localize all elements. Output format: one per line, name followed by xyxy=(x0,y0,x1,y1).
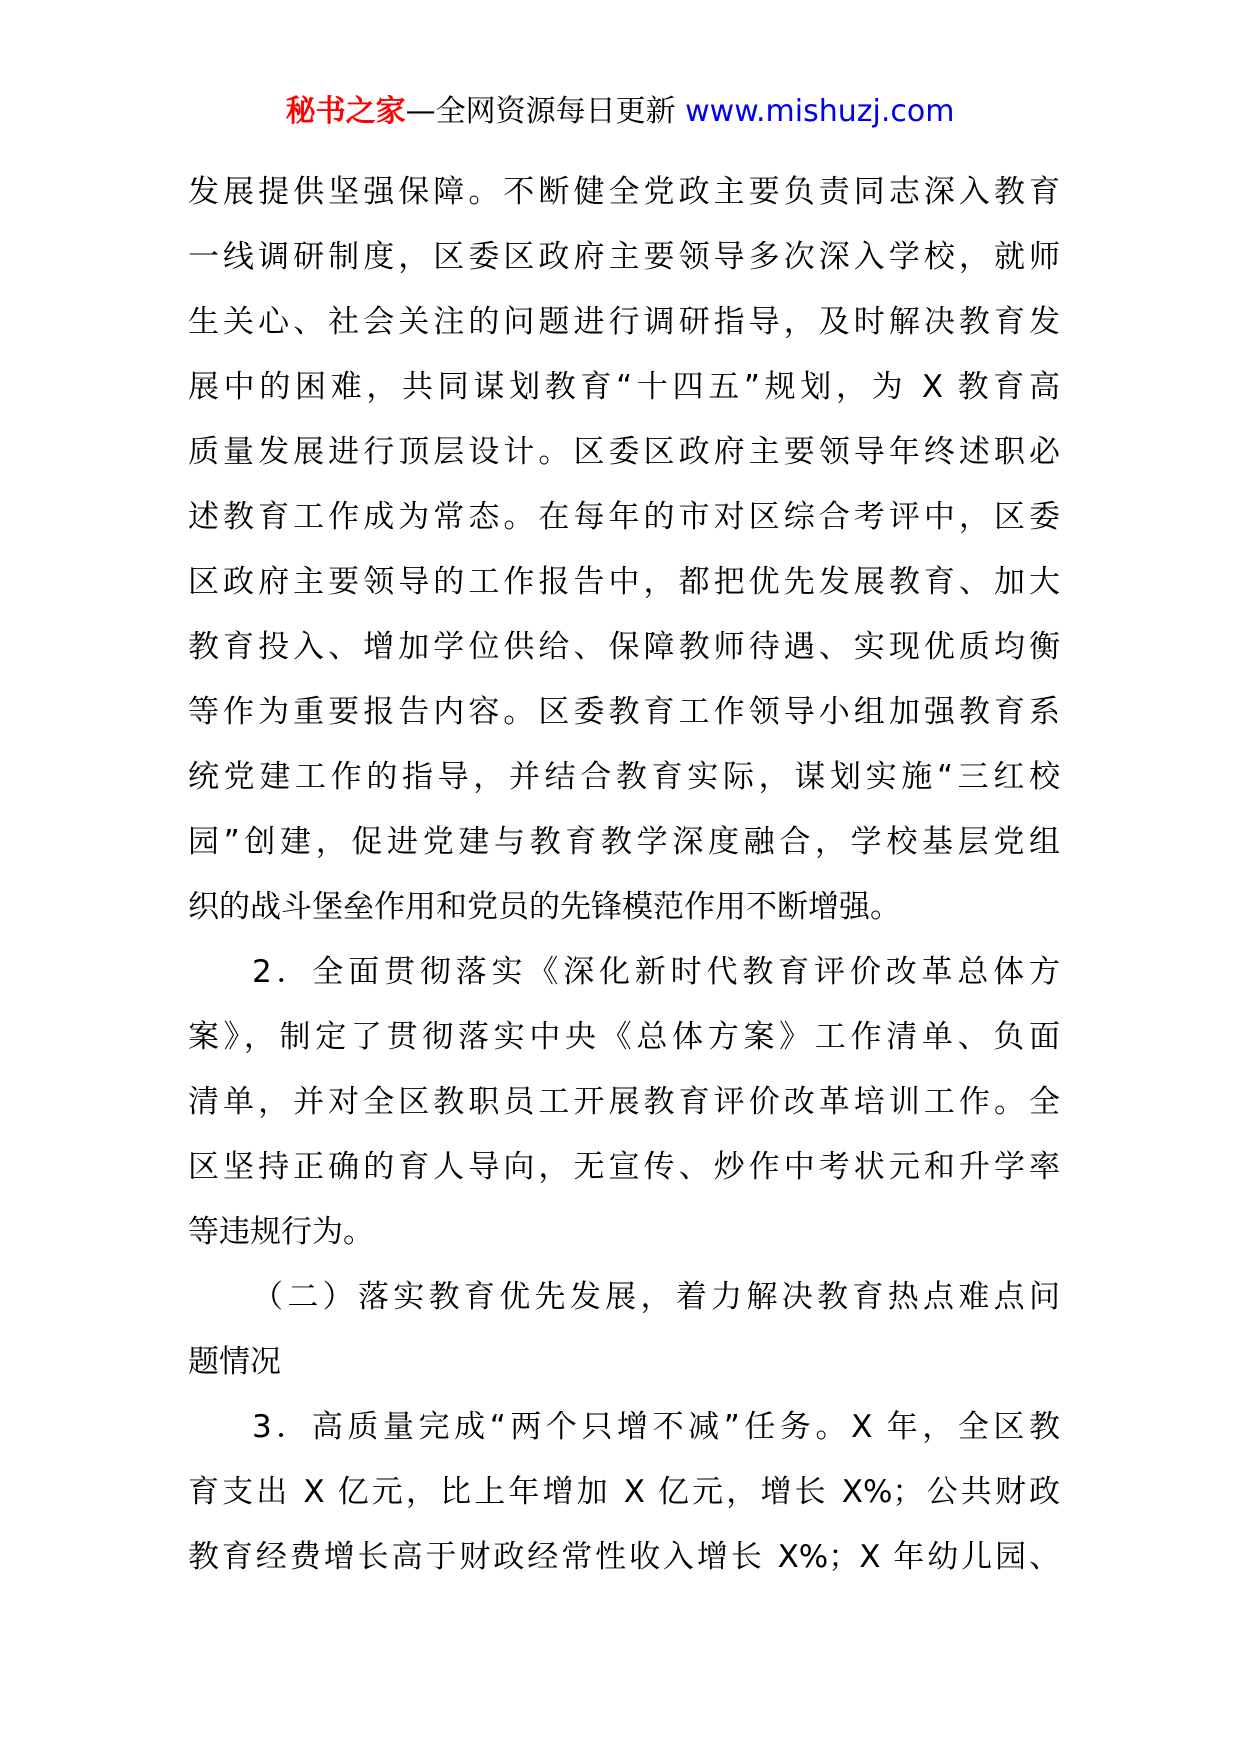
text-line: 区坚持正确的育人导向，无宣传、炒作中考状元和升学率 xyxy=(188,1149,1060,1185)
section-item-3-line: 3．高质量完成“两个只增不减”任务。X 年，全区教 xyxy=(252,1409,1060,1445)
site-url-link[interactable]: www.mishuzj.com xyxy=(685,94,955,129)
text-line: 统党建工作的指导，并结合教育实际，谋划实施“三红校 xyxy=(188,759,1060,795)
text-line: 区政府主要领导的工作报告中，都把优先发展教育、加大 xyxy=(188,564,1060,600)
text-line: 园”创建，促进党建与教育教学深度融合，学校基层党组 xyxy=(188,824,1060,860)
paragraph-last-line: 织的战斗堡垒作用和党员的先锋模范作用不断增强。 xyxy=(188,889,901,925)
text-line: 质量发展进行顶层设计。区委区政府主要领导年终述职必 xyxy=(188,434,1060,470)
text-line: 教育投入、增加学位供给、保障教师待遇、实现优质均衡 xyxy=(188,629,1060,665)
text-line: 育支出 X 亿元，比上年增加 X 亿元，增长 X%；公共财政 xyxy=(188,1474,1060,1510)
document-body xyxy=(188,160,1060,1590)
text-line: 案》，制定了贯彻落实中央《总体方案》工作清单、负面 xyxy=(188,1019,1060,1055)
text-line: 生关心、社会关注的问题进行调研指导，及时解决教育发 xyxy=(188,304,1060,340)
brand-name: 秘书之家 xyxy=(285,94,406,129)
text-line: 展中的困难，共同谋划教育“十四五”规划，为 X 教育高 xyxy=(188,369,1060,405)
text-line: 一线调研制度，区委区政府主要领导多次深入学校，就师 xyxy=(188,239,1060,275)
site-header xyxy=(0,92,1240,132)
paragraph-last-line: 题情况 xyxy=(188,1344,281,1380)
text-line: 清单，并对全区教职员工开展教育评价改革培训工作。全 xyxy=(188,1084,1060,1120)
section-heading-2-line: （二）落实教育优先发展，着力解决教育热点难点问 xyxy=(252,1279,1060,1315)
text-line: 教育经费增长高于财政经常性收入增长 X%；X 年幼儿园、 xyxy=(188,1539,1060,1575)
text-line: 述教育工作成为常态。在每年的市对区综合考评中，区委 xyxy=(188,499,1060,535)
text-line: 等作为重要报告内容。区委教育工作领导小组加强教育系 xyxy=(188,694,1060,730)
header-tagline: —全网资源每日更新 xyxy=(405,94,686,129)
paragraph-last-line: 等违规行为。 xyxy=(188,1214,374,1250)
section-item-2-line: 2．全面贯彻落实《深化新时代教育评价改革总体方 xyxy=(252,954,1060,990)
text-line: 发展提供坚强保障。不断健全党政主要负责同志深入教育 xyxy=(188,174,1060,210)
